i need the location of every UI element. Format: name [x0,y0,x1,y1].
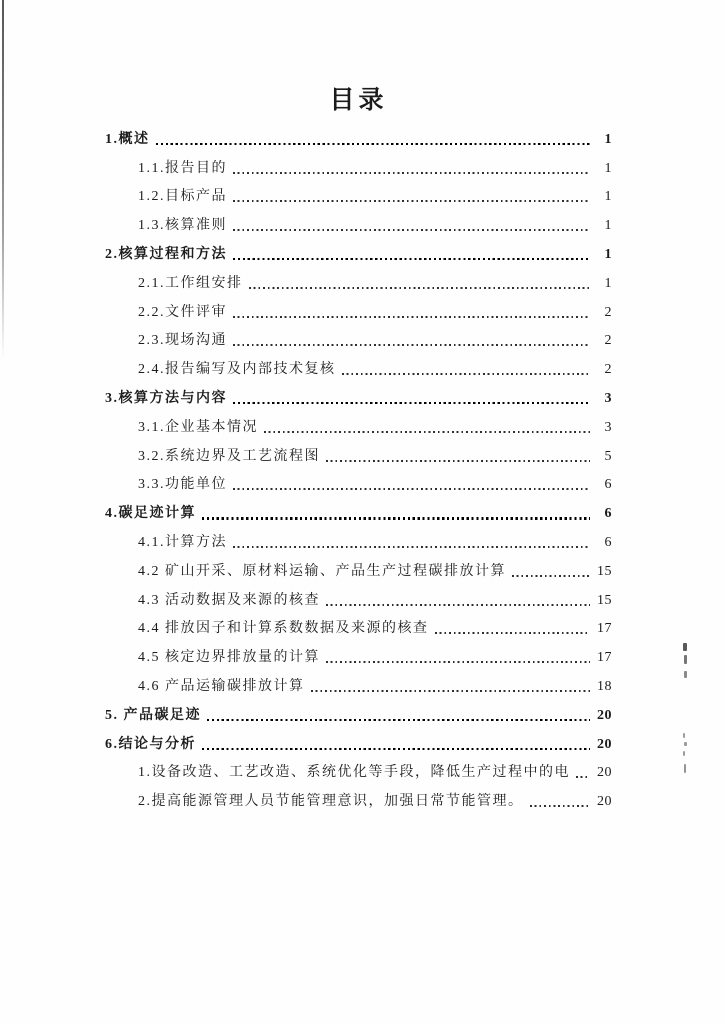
toc-entry-label: 2.4.报告编写及内部技术复核 [138,362,336,378]
toc-entry-label: 4.5 核定边界排放量的计算 [138,650,320,666]
toc-entry-page-number: 6 [604,506,612,522]
toc-dot-leader [264,431,590,433]
toc-dot-leader [326,604,590,606]
toc-entry-page-number: 1 [604,160,612,176]
toc-entry-label: 4.6 产品运输碳排放计算 [138,678,305,694]
toc-entry-page-number: 1 [604,246,612,262]
toc-entry [105,614,612,643]
toc-entry [105,182,612,211]
toc-entry-label: 3.3.功能单位 [138,477,227,493]
toc-entry-page-number: 3 [604,419,612,435]
toc-entry-label: 1.2.目标产品 [138,189,227,205]
toc-entry-page-number: 6 [604,534,612,550]
toc-entry [105,153,612,182]
toc-entry-page-number: 20 [597,736,612,752]
toc-entry [105,354,612,383]
toc-entry [105,124,612,153]
toc-entry-page-number: 2 [604,333,612,349]
toc-dot-leader [233,172,590,174]
toc-entry-page-number: 1 [604,131,612,147]
toc-entry-page-number: 3 [604,390,612,406]
toc-entry-page-number: 20 [597,707,612,723]
toc-entry-label: 1.1.报告目的 [138,160,227,176]
toc-entry-label: 1.概述 [105,131,150,147]
toc-entry-label: 6.结论与分析 [105,736,196,752]
toc-dot-leader [233,344,590,346]
toc-entry-page-number: 20 [597,765,612,781]
scan-ink-artifact [683,733,685,738]
scan-ink-artifact [684,655,687,664]
scan-ink-artifact [684,742,687,746]
toc-dot-leader [207,719,590,721]
toc-dot-leader [233,316,590,318]
toc-entry [105,326,612,355]
toc-entry-page-number: 1 [604,218,612,234]
toc-entry [105,470,612,499]
toc-entry-label: 3.2.系统边界及工艺流程图 [138,448,320,464]
toc-entry-page-number: 18 [597,678,612,694]
toc-entry-page-number: 2 [604,362,612,378]
toc-entry-page-number: 5 [604,448,612,464]
toc-entry-label: 1.3.核算准则 [138,218,227,234]
scan-ink-artifact [684,764,686,773]
toc-entry-label: 2.提高能源管理人员节能管理意识，加强日常节能管理。 [138,794,524,810]
toc-dot-leader [233,200,590,202]
toc-dot-leader [202,517,590,519]
toc-entry [105,268,612,297]
toc-entry-label: 4.2 矿山开采、原材料运输、产品生产过程碳排放计算 [138,563,506,579]
toc-dot-leader [326,661,590,663]
toc-entry [105,527,612,556]
toc-entry-label: 4.碳足迹计算 [105,506,196,522]
toc-entry-label: 2.3.现场沟通 [138,333,227,349]
toc-title: 目录 [329,87,388,114]
toc-entry [105,671,612,700]
toc-dot-leader [576,776,590,778]
scan-ink-artifact [684,671,687,678]
toc-entry [105,383,612,412]
toc-entry-page-number: 15 [597,563,612,579]
toc-entry-page-number: 6 [604,477,612,493]
toc-entry-label: 4.3 活动数据及来源的核查 [138,592,320,608]
toc-dot-leader [233,546,590,548]
toc-dot-leader [156,143,591,145]
toc-dot-leader [249,287,591,289]
toc-entry-page-number: 1 [604,189,612,205]
toc-entry [105,556,612,585]
toc-dot-leader [326,460,590,462]
scan-edge-artifact [2,0,4,360]
toc-entry [105,585,612,614]
toc-entry [105,210,612,239]
scan-ink-artifact [683,751,685,756]
toc-entry [105,700,612,729]
toc-dot-leader [233,488,590,490]
toc-entry [105,642,612,671]
toc-entry-page-number: 15 [597,592,612,608]
toc-dot-leader [342,373,591,375]
toc-entry-label: 2.核算过程和方法 [105,246,227,262]
toc-entry-label: 3.核算方法与内容 [105,390,227,406]
toc-dot-leader [311,690,591,692]
toc-entry [105,758,612,787]
toc-dot-leader [233,402,590,404]
toc-dot-leader [233,229,590,231]
toc-entry [105,729,612,758]
toc-entry-label: 4.1.计算方法 [138,534,227,550]
toc-entry-page-number: 1 [604,275,612,291]
toc-dot-leader [530,805,591,807]
toc-entry [105,786,612,815]
toc-entry [105,239,612,268]
toc-entry [105,297,612,326]
toc-entry-page-number: 17 [597,650,612,666]
toc-entry-label: 3.1.企业基本情况 [138,419,258,435]
toc-entry-label: 2.1.工作组安排 [138,275,243,291]
scan-ink-artifact [683,643,687,651]
toc-entry-label: 4.4 排放因子和计算系数数据及来源的核查 [138,621,429,637]
toc-list [105,124,612,815]
toc-entry-label: 2.2.文件评审 [138,304,227,320]
toc-entry-label: 5. 产品碳足迹 [105,707,201,723]
toc-dot-leader [435,632,591,634]
toc-dot-leader [202,748,590,750]
toc-entry-page-number: 20 [597,794,612,810]
toc-entry [105,498,612,527]
toc-dot-leader [233,258,590,260]
toc-entry [105,441,612,470]
toc-entry-label: 1.设备改造、工艺改造、系统优化等手段，降低生产过程中的电 [138,765,570,781]
toc-entry-page-number: 2 [604,304,612,320]
toc-entry-page-number: 17 [597,621,612,637]
toc-dot-leader [512,575,590,577]
toc-entry [105,412,612,441]
